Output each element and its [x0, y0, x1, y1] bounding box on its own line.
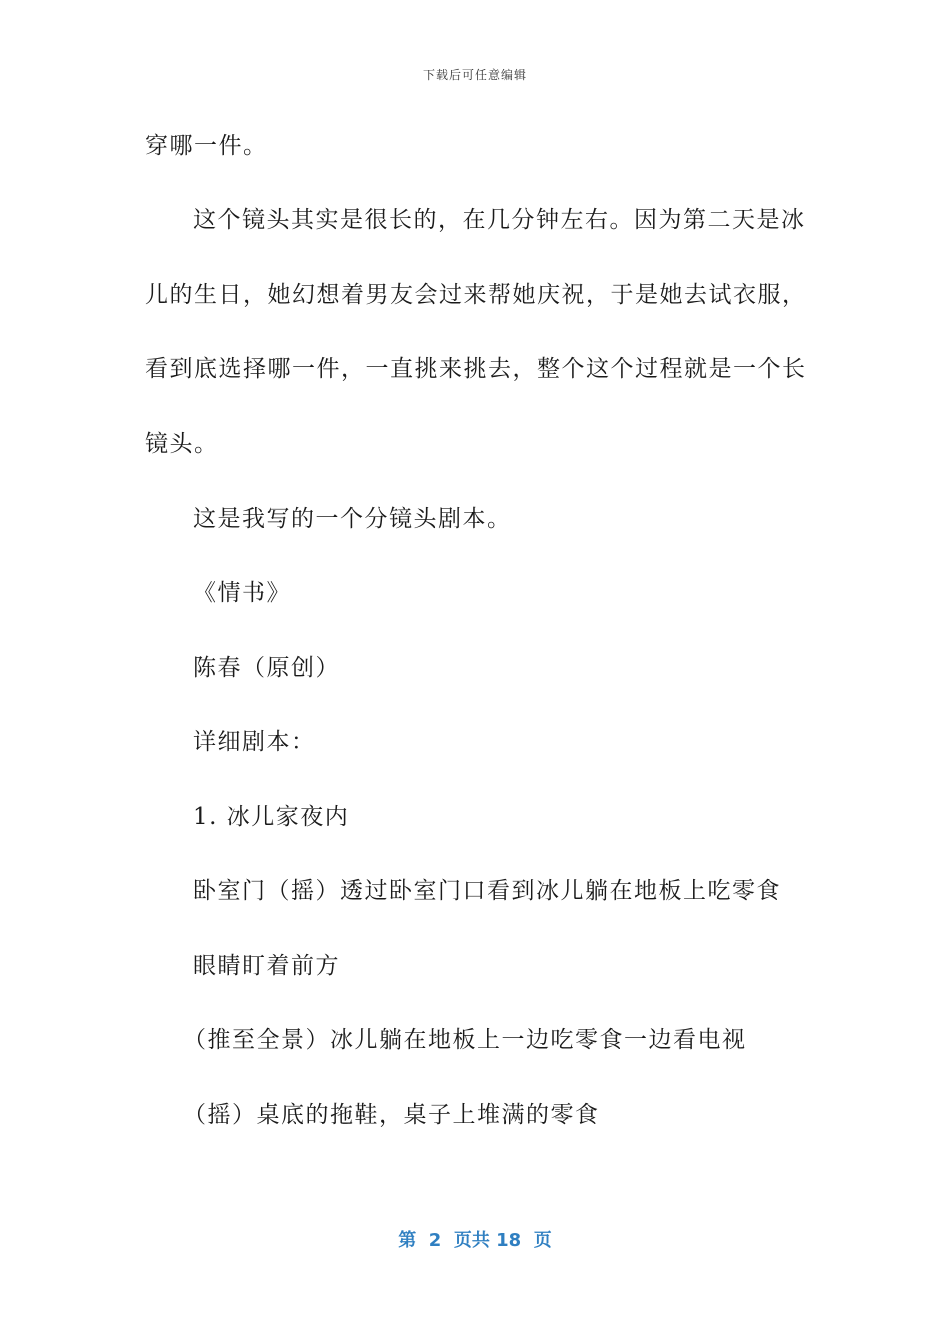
body-line: 这个镜头其实是很长的，在几分钟左右。因为第二天是冰 — [193, 207, 806, 233]
author-line: 陈春（原创） — [193, 655, 340, 681]
body-line: 看到底选择哪一件，一直挑来挑去，整个这个过程就是一个长 — [145, 356, 807, 382]
header-note: 下载后可任意编辑 — [422, 68, 527, 82]
body-line: 穿哪一件。 — [145, 133, 268, 159]
scene-heading: 1. 冰儿家夜内 — [193, 804, 350, 830]
body-line: 卧室门（摇）透过卧室门口看到冰儿躺在地板上吃零食 — [193, 878, 781, 904]
section-heading: 详细剧本： — [193, 729, 316, 755]
body-line: 镜头。 — [145, 431, 219, 457]
body-line: （推至全景）冰儿躺在地板上一边吃零食一边看电视 — [183, 1027, 747, 1053]
body-line: 儿的生日，她幻想着男友会过来帮她庆祝，于是她去试衣服， — [145, 282, 807, 308]
page-number-footer: 第 2 页共 18 页 — [398, 1230, 552, 1251]
body-line: （摇）桌底的拖鞋，桌子上堆满的零食 — [183, 1102, 600, 1128]
body-line: 眼睛盯着前方 — [193, 953, 340, 979]
script-title: 《情书》 — [193, 580, 291, 606]
body-line: 这是我写的一个分镜头剧本。 — [193, 506, 512, 532]
